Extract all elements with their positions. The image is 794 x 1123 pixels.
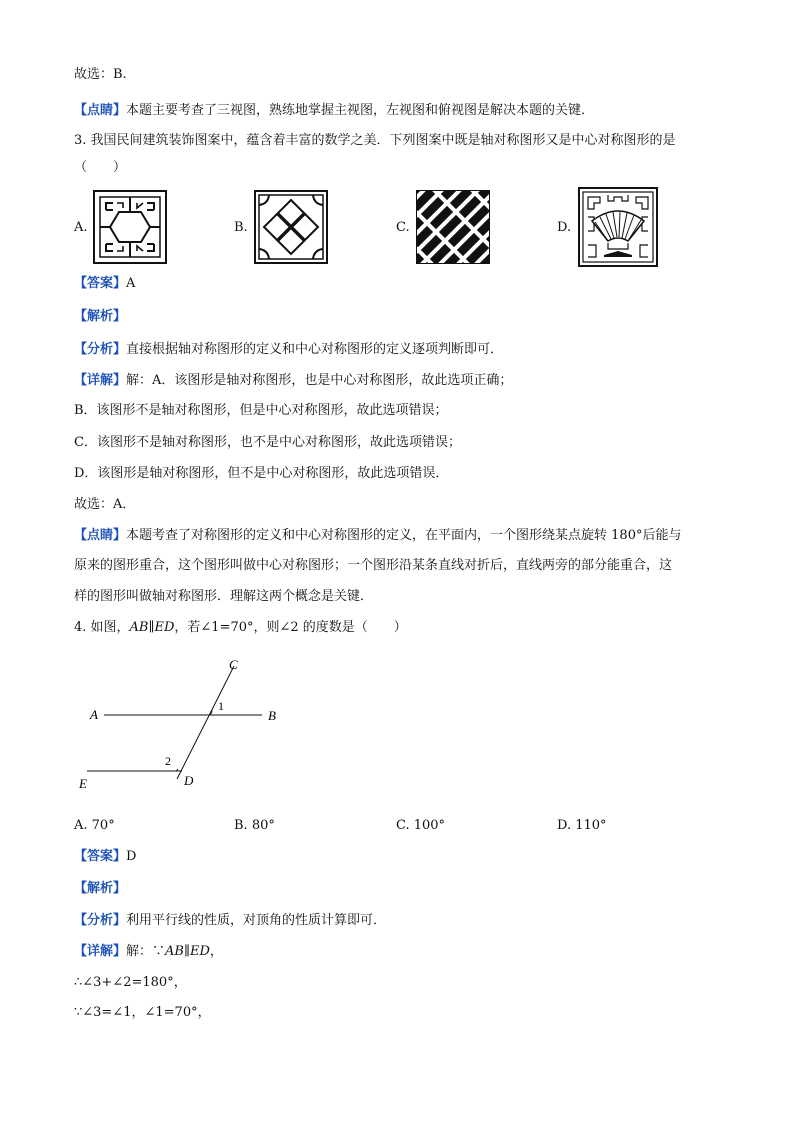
text-line: 【点睛】本题主要考查了三视图，熟练地掌握主视图，左视图和俯视图是解决本题的关键． [74, 103, 595, 118]
detail-3-b: B．该图形不是轴对称图形，但是中心对称图形，故此选项错误； [74, 403, 448, 418]
detail-4-step1: ∴∠3+∠2=180°， [74, 975, 187, 990]
answer-3: 【答案】A [74, 276, 136, 291]
pattern-b-image [254, 190, 328, 264]
detail-3-c: C．该图形不是轴对称图形，也不是中心对称图形，故此选项错误； [74, 435, 461, 450]
option-d-label: D. [557, 220, 572, 235]
choice-3: 故选：A． [74, 497, 136, 512]
detail-4: 【详解】解：∵AB∥ED， [74, 944, 223, 959]
question-4: 4. 如图，AB∥ED，若∠1=70°，则∠2 的度数是（ ） [74, 620, 407, 635]
label-e: E [79, 776, 87, 791]
analysis-4: 【分析】利用平行线的性质，对顶角的性质计算即可． [74, 913, 387, 928]
analysis-3: 【分析】直接根据轴对称图形的定义和中心对称图形的定义逐项判断即可． [74, 342, 504, 357]
comment-3-line2: 原来的图形重合，这个图形叫做中心对称图形；一个图形沿某条直线对折后，直线两旁的部分能重合，这 [74, 558, 673, 573]
q4-option-a: A. 70° [74, 818, 115, 833]
pattern-d-image [578, 187, 658, 267]
detail-3: 【详解】解：A．该图形是轴对称图形，也是中心对称图形，故此选项正确； [74, 373, 513, 388]
label-a: A [90, 707, 98, 722]
label-c: C [229, 657, 238, 672]
label-b: B [268, 708, 276, 723]
parallel-lines-figure [72, 652, 292, 797]
q4-option-d: D. 110° [557, 818, 607, 833]
text-line: 故选：B. [74, 67, 127, 82]
label-angle-1: 1 [218, 699, 224, 713]
option-c-label: C. [396, 220, 410, 235]
comment-3-line3: 样的图形叫做轴对称图形．理解这两个概念是关键． [74, 589, 374, 604]
q4-option-c: C. 100° [396, 818, 446, 833]
option-a-label: A. [74, 220, 88, 235]
detail-3-d: D．该图形是轴对称图形，但不是中心对称图形，故此选项错误． [74, 466, 449, 481]
pattern-c-image [415, 189, 491, 265]
comment-3: 【点睛】本题考查了对称图形的定义和中心对称图形的定义，在平面内，一个图形绕某点旋转 180°后能与 [74, 528, 682, 543]
option-b-label: B. [234, 220, 248, 235]
question-3-bracket: （ ） [74, 160, 127, 175]
question-3: 3. 我国民间建筑装饰图案中，蕴含着丰富的数学之美．下列图案中既是轴对称图形又是中心对称图形的是 [74, 133, 676, 148]
label-angle-2: 2 [165, 754, 171, 768]
analysis-4-heading: 【解析】 [74, 881, 127, 896]
detail-4-step2: ∵∠3=∠1，∠1=70°， [74, 1005, 211, 1020]
answer-4: 【答案】D [74, 849, 137, 864]
pattern-a-image [93, 190, 167, 264]
q4-option-b: B. 80° [234, 818, 275, 833]
analysis-3-heading: 【解析】 [74, 309, 127, 324]
label-d: D [184, 773, 194, 788]
